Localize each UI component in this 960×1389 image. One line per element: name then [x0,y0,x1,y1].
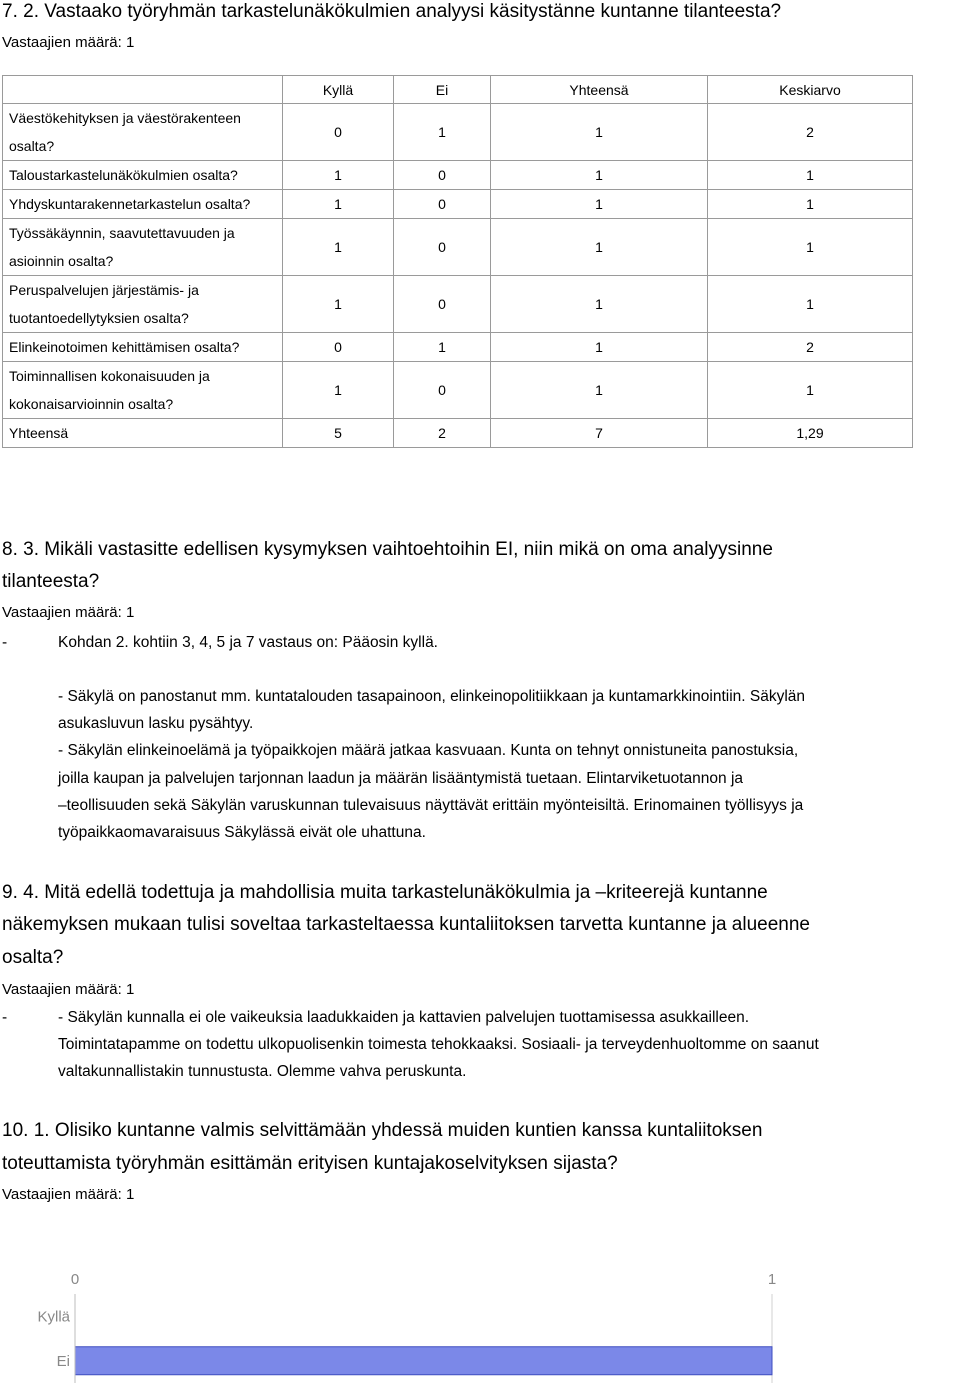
q8-dash: - [2,634,8,651]
row-label: Yhteensä [3,419,283,448]
cell-keskiarvo: 1 [708,190,913,219]
q8-respondents: Vastaajien määrä: 1 [2,604,135,621]
x-tick-label: 0 [70,1271,80,1288]
q10-title-line: 10. 1. Olisiko kuntanne valmis selvittämään yhdessä muiden kuntien kanssa kuntaliitoksen [2,1120,763,1141]
cell-ei: 0 [394,276,491,333]
cell-ei: 0 [394,190,491,219]
cell-yhteensa: 1 [491,161,708,190]
x-tick-label: 1 [767,1271,777,1288]
cell-kylla: 0 [283,333,394,362]
row-label: Elinkeinotoimen kehittämisen osalta? [3,333,283,362]
q8-title-line: tilanteesta? [2,571,100,592]
table-row [3,362,913,419]
q9-title-line: osalta? [2,947,64,968]
row-label: Yhdyskuntarakennetarkastelun osalta? [3,190,283,219]
y-category-label: Ei [56,1352,70,1370]
q9-title-line: 9. 4. Mitä edellä todettuja ja mahdollisia muita tarkastelunäkökulmia ja –kriteerejä kuntanne [2,882,768,903]
q9-dash: - [2,1009,8,1026]
table-row [3,104,913,161]
q8-answer-line: –teollisuuden sekä Säkylän varuskunnan tulevaisuus näyttävät erittäin myönteisiltä. Erinomainen työllisyys ja [58,797,804,814]
row-label: Toiminnallisen kokonaisuuden ja kokonaisarvioinnin osalta? [3,362,283,419]
q10-respondents: Vastaajien määrä: 1 [2,1186,135,1203]
q7-respondents: Vastaajien määrä: 1 [2,34,135,51]
cell-keskiarvo: 2 [708,333,913,362]
table-row [3,161,913,190]
table-header-keskiarvo: Keskiarvo [708,76,913,104]
cell-ei: 0 [394,219,491,276]
q9-respondents: Vastaajien määrä: 1 [2,981,135,998]
cell-ei: 0 [394,161,491,190]
cell-keskiarvo: 1 [708,276,913,333]
q7-title: 7. 2. Vastaako työryhmän tarkastelunäkökulmien analyysi käsitystänne kuntanne tilanteesta? [2,1,782,22]
cell-yhteensa: 1 [491,104,708,161]
cell-ei: 0 [394,362,491,419]
table-header-row [3,76,913,104]
q8-answer-intro: Kohdan 2. kohtiin 3, 4, 5 ja 7 vastaus on: Pääosin kyllä. [58,634,438,651]
cell-kylla: 1 [283,161,394,190]
row-label: Työssäkäynnin, saavutettavuuden ja asioinnin osalta? [3,219,283,276]
cell-keskiarvo: 2 [708,104,913,161]
q9-answer-line: - Säkylän kunnalla ei ole vaikeuksia laadukkaiden ja kattavien palvelujen tuottamisessa asukkailleen. [58,1009,750,1026]
row-label: Taloustarkastelunäkökulmien osalta? [3,161,283,190]
q9-answer-line: valtakunnallistakin tunnustusta. Olemme vahva peruskunta. [58,1063,467,1080]
cell-keskiarvo: 1 [708,219,913,276]
q7-results-table [2,75,913,448]
y-category-label: Kyllä [37,1308,70,1326]
table-row [3,190,913,219]
q8-answer-line: asukasluvun lasku pysähtyy. [58,715,254,732]
q8-answer-line: työpaikkaomavaraisuus Säkylässä eivät ole uhattuna. [58,824,426,841]
cell-yhteensa: 1 [491,219,708,276]
cell-kylla: 1 [283,362,394,419]
table-row [3,333,913,362]
cell-kylla: 1 [283,190,394,219]
cell-ei: 1 [394,104,491,161]
q8-answer-line: - Säkylä on panostanut mm. kuntatalouden tasapainoon, elinkeinopolitiikkaan ja kuntamarkkinointiin. Säkylän [58,688,806,705]
row-label: Peruspalvelujen järjestämis- ja tuotantoedellytyksien osalta? [3,276,283,333]
table-total-row [3,419,913,448]
cell-kylla: 1 [283,276,394,333]
cell-ei: 1 [394,333,491,362]
cell-yhteensa: 1 [491,276,708,333]
table-row [3,219,913,276]
cell-kylla: 1 [283,219,394,276]
cell-kylla: 0 [283,104,394,161]
table-header-ei: Ei [394,76,491,104]
cell-keskiarvo: 1 [708,161,913,190]
q8-answer-line: - Säkylän elinkeinoelämä ja työpaikkojen määrä jatkaa kasvuaan. Kunta on tehnyt onnistuneita panostuksia, [58,742,799,759]
q10-title-line: toteuttamista työryhmän esittämän erityisen kuntajakoselvityksen sijasta? [2,1153,618,1174]
cell-kylla: 5 [283,419,394,448]
cell-yhteensa: 1 [491,333,708,362]
row-label: Väestökehityksen ja väestörakenteen osalta? [3,104,283,161]
bar [75,1347,772,1375]
table-header-yhteensa: Yhteensä [491,76,708,104]
q8-answer-line: joilla kaupan ja palvelujen tarjonnan laadun ja määrän lisääntymistä tuetaan. Elintarviketuotannon ja [58,770,744,787]
table-header-empty [3,76,283,104]
cell-ei: 2 [394,419,491,448]
q9-title-line: näkemyksen mukaan tulisi soveltaa tarkasteltaessa kuntaliitoksen tarvetta kuntanne ja alueenne [2,914,810,935]
q8-title-line: 8. 3. Mikäli vastasitte edellisen kysymyksen vaihtoehtoihin EI, niin mikä on oma analyysinne [2,539,773,560]
table-row [3,276,913,333]
cell-keskiarvo: 1,29 [708,419,913,448]
cell-keskiarvo: 1 [708,362,913,419]
q9-answer-line: Toimintatapamme on todettu ulkopuolisenkin toimesta tehokkaaksi. Sosiaali- ja terveydenhuoltomme on saanut [58,1036,819,1053]
cell-yhteensa: 1 [491,362,708,419]
cell-yhteensa: 1 [491,190,708,219]
cell-yhteensa: 7 [491,419,708,448]
q10-bar-chart [0,1266,960,1389]
table-header-kylla: Kyllä [283,76,394,104]
